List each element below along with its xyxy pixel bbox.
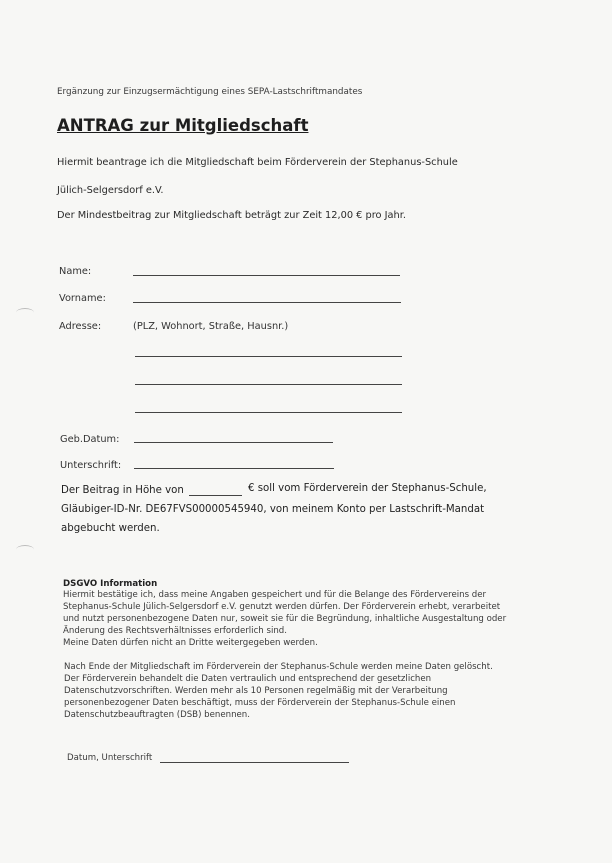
dsgvo-p1-line: Änderung des Rechtsverhältnisses erforderlich sind.	[63, 626, 287, 636]
name-label: Name:	[59, 266, 92, 277]
intro-line-1: Hiermit beantrage ich die Mitgliedschaft beim Förderverein der Stephanus-Schule	[57, 157, 458, 168]
adresse-field-line-3[interactable]	[135, 412, 402, 413]
vorname-label: Vorname:	[59, 293, 106, 304]
adresse-hint: (PLZ, Wohnort, Straße, Hausnr.)	[133, 321, 289, 332]
beitrag-text-line-2: Gläubiger-ID-Nr. DE67FVS00000545940, von meinem Konto per Lastschrift-Mandat	[61, 504, 485, 515]
dsgvo-p2-line: Datenschutzbeauftragten (DSB) benennen.	[64, 710, 250, 720]
beitrag-text-part-1: Der Beitrag in Höhe von	[61, 485, 184, 496]
document-subheading: Ergänzung zur Einzugsermächtigung eines SEPA-Lastschriftmandates	[57, 87, 363, 97]
adresse-label: Adresse:	[59, 321, 102, 332]
unterschrift-field-line[interactable]	[134, 468, 334, 469]
beitrag-amount-line[interactable]	[189, 495, 242, 496]
beitrag-text-line-3: abgebucht werden.	[61, 523, 160, 534]
intro-line-3: Der Mindestbeitrag zur Mitgliedschaft beträgt zur Zeit 12,00 € pro Jahr.	[57, 210, 407, 221]
dsgvo-heading: DSGVO Information	[63, 579, 158, 589]
adresse-field-line-1[interactable]	[135, 356, 402, 357]
dsgvo-p1-line: Meine Daten dürfen nicht an Dritte weitergegeben werden.	[63, 638, 318, 648]
gebdatum-label: Geb.Datum:	[60, 434, 120, 445]
name-field-line[interactable]	[133, 275, 400, 276]
dsgvo-p2-line: personenbezogener Daten beschäftigt, muss der Förderverein der Stephanus-Schule einen	[64, 698, 456, 708]
dsgvo-signature-line[interactable]	[160, 762, 349, 763]
dsgvo-signature-label: Datum, Unterschrift	[67, 753, 153, 763]
punch-hole-mark	[16, 308, 34, 317]
vorname-field-line[interactable]	[133, 302, 401, 303]
dsgvo-p1-line: Stephanus-Schule Jülich-Selgersdorf e.V. genutzt werden dürfen. Der Förderverein erhebt, verarbeitet	[63, 602, 501, 612]
adresse-field-line-2[interactable]	[135, 384, 402, 385]
dsgvo-p2-line: Nach Ende der Mitgliedschaft im Förderverein der Stephanus-Schule werden meine Daten gelöscht.	[64, 662, 493, 672]
page-title: ANTRAG zur Mitgliedschaft	[57, 116, 309, 135]
dsgvo-p1-line: und nutzt personenbezogene Daten nur, soweit sie für die Begründung, inhaltliche Ausgestaltung oder	[63, 614, 507, 624]
dsgvo-p2-line: Der Förderverein behandelt die Daten vertraulich und entsprechend der gesetzlichen	[64, 674, 432, 684]
dsgvo-p2-line: Datenschutzvorschriften. Werden mehr als 10 Personen regelmäßig mit der Verarbeitung	[64, 686, 448, 696]
punch-hole-mark	[16, 545, 34, 554]
unterschrift-label: Unterschrift:	[60, 460, 122, 471]
beitrag-text-part-2: € soll vom Förderverein der Stephanus-Schule,	[248, 483, 487, 494]
gebdatum-field-line[interactable]	[134, 442, 333, 443]
intro-line-2: Jülich-Selgersdorf e.V.	[57, 185, 164, 196]
dsgvo-p1-line: Hiermit bestätige ich, dass meine Angaben gespeichert und für die Belange des Fördervereins der	[63, 590, 487, 600]
